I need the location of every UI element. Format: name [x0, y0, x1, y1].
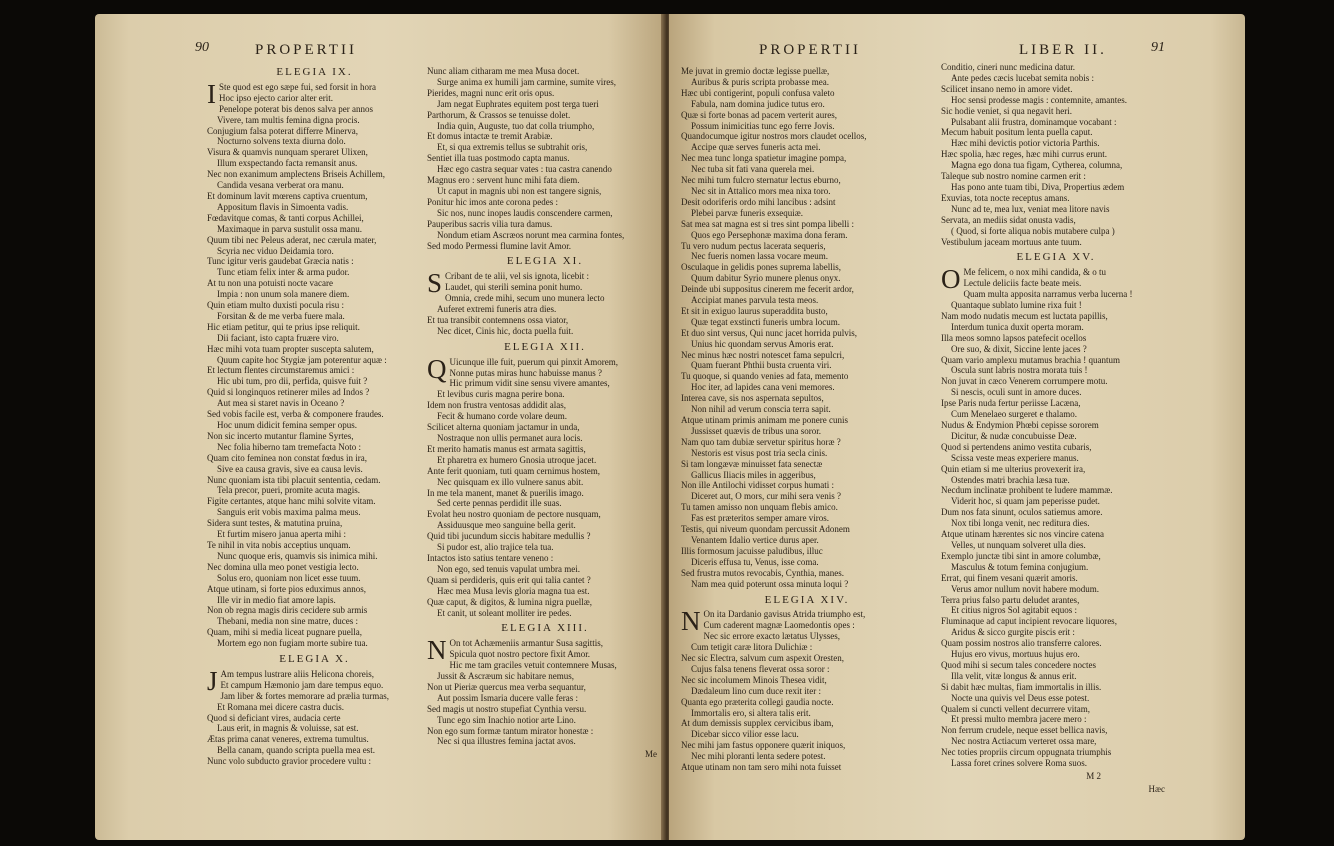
- verse-line: Tela precor, pueri, promite acuta magis.: [217, 485, 360, 496]
- verse-line: Laudet, qui sterili semina ponit humo.: [445, 282, 583, 293]
- verse-line: Diceret aut, O mors, cur mihi sera venis ?: [691, 491, 841, 502]
- verse-line: Nunc aliam citharam me mea Musa docet.: [427, 66, 580, 76]
- right-column-2: [941, 62, 1171, 795]
- verse-line: Nocte una quivis vel Deus esse potest.: [951, 692, 1090, 703]
- verse-lines: [207, 78, 422, 649]
- elegy-body: [427, 353, 663, 619]
- verse-line: On ita Dardanio gavisus Atrida triumpho est,: [703, 609, 866, 620]
- verse-line: Hic etiam petitur, qui te prius ipse reliquit.: [207, 321, 360, 332]
- elegy-title: ELEGIA IX.: [276, 66, 353, 78]
- verse-line: Quin etiam si me ulterius provexerit ira,: [941, 463, 1086, 474]
- elegy-title: ELEGIA X.: [279, 653, 350, 666]
- running-head-right: LIBER II.: [1019, 42, 1107, 58]
- verse-line: Penelope poterat bis denos salva per annos: [219, 103, 373, 114]
- verse-line: Masculus & totum femina conjugium.: [951, 561, 1089, 572]
- page-number: 91: [1151, 40, 1165, 55]
- verse-line: Errat, qui finem vesani quærit amoris.: [941, 572, 1078, 583]
- verse-line: Parthorum, & Crassos se tenuisse dolet.: [427, 109, 571, 120]
- verse-line: Quæ tegat exstincti funeris umbra locum.: [691, 316, 840, 327]
- verse-line: Quam vario amplexu mutamus brachia ! quantum: [941, 354, 1120, 365]
- verse-line: Quam cito feminea non constat fœdus in ira,: [207, 452, 367, 463]
- verse-line: Et pharetra ex humero Gnosia utroque jacet.: [437, 454, 597, 465]
- verse-line: Hoc unum didicit femina semper opus.: [217, 420, 357, 430]
- verse-line: Quod si pertendens animo vestita cubaris,: [941, 441, 1092, 452]
- verse-line: Conditio, cineri nunc medicina datur.: [941, 62, 1075, 72]
- verse-line: In me tela manent, manet & puerilis imago.: [427, 487, 584, 498]
- verse-line: Cum caderent magnæ Laomedontis opes :: [703, 620, 855, 631]
- catchword: Me: [645, 749, 657, 760]
- verse-line: Quid tibi jucundum siccis habitare medullis ?: [427, 531, 591, 542]
- verse-line: Sic hodie veniet, si qua negavit heri.: [941, 105, 1072, 116]
- verse-line: Scilicet insano nemo in amore videt.: [941, 83, 1073, 94]
- verse-line: Visura & quamvis nunquam speraret Ulixen,: [207, 147, 368, 158]
- verse-line: Hæc ubi contigerint, populi confusa valeto: [681, 87, 835, 98]
- verse-line: Lassa foret crines solvere Roma suos.: [951, 758, 1087, 769]
- verse-line: Ante pedes cæcis lucebat semita nobis :: [951, 72, 1094, 83]
- verse-line: Nec non exanimum amplectens Briseis Achillem,: [207, 169, 385, 180]
- verse-line: Non nihil ad verum conscia terra sapit.: [691, 404, 831, 415]
- catchword: Hæc: [1148, 783, 1165, 794]
- verse-line: Hoc sensi prodesse magis : contemnite, amantes.: [951, 94, 1127, 105]
- verse-line: Tunc etiam felix inter & arma pudor.: [217, 267, 350, 278]
- verse-line: Si nescis, oculi sunt in amore duces.: [951, 387, 1082, 398]
- verse-line: Non sic incerto mutantur flamine Syrtes,: [207, 430, 354, 441]
- verse-line: Et lectum flentes circumstaremus amici :: [207, 365, 355, 376]
- verse-line: Quæ caput, & digitos, & lumina nigra puellæ,: [427, 596, 592, 607]
- verse-line: Accipe quæ serves funeris acta mei.: [691, 142, 821, 153]
- verse-line: Forsitan & de me verba fuere mala.: [217, 310, 345, 321]
- verse-line: Hujus ero vivus, mortuus hujus ero.: [951, 649, 1080, 660]
- verse-line: Oscula sunt labris nostra morata tuis !: [951, 365, 1088, 376]
- verse-line: Hoc ipso ejecto carior alter erit.: [219, 92, 333, 103]
- running-head-left: PROPERTII: [759, 42, 861, 58]
- verse-line: Nestoris est visus post tria secla cinis.: [691, 447, 828, 458]
- verse-line: Pauperibus sacris vilia tura damus.: [427, 218, 553, 229]
- verse-line: Vestibulum jaceam mortuus ante tuum.: [941, 236, 1082, 247]
- verse-line: Et levibus curis magna perire bona.: [437, 389, 565, 400]
- verse-line: Si dabit hæc multas, fiam immortalis in illis.: [941, 681, 1102, 692]
- verse-line: Nec sit in Attalico mors mea nixa toro.: [691, 185, 831, 196]
- verse-line: Atque utinam primis animam me ponere cunis: [681, 415, 848, 425]
- verse-line: Sentiet illa tuas postmodo capta manus.: [427, 153, 570, 164]
- verse-line: ( Quod, si forte aliqua nobis mutabere culpa ): [951, 225, 1115, 236]
- verse-line: Tu vero nudum pectus lacerata sequeris,: [681, 240, 826, 251]
- verse-line: Ponitur hic imos ante corona pedes :: [427, 196, 558, 207]
- elegy-title: ELEGIA XV.: [1016, 251, 1096, 264]
- verse-line: Et, si qua extremis tellus se subtrahit oris,: [437, 142, 588, 153]
- verse-line: Quum dabitur Syrio munere plenus onyx.: [691, 273, 841, 284]
- verse-line: Nonne putas miras hunc habuisse manus ?: [449, 367, 602, 378]
- verse-line: Scissa veste meas experiere manus.: [951, 452, 1079, 463]
- verse-line: Nondum etiam Ascræos norunt mea carmina fontes,: [437, 229, 625, 240]
- verse-line: Vivere, tam multis femina digna procis.: [217, 114, 360, 125]
- elegy-body: [681, 606, 933, 773]
- verse-line: Terra prius falso partu deludet arantes,: [941, 594, 1080, 605]
- verse-line: Nec mihi jam fastus opponere quærit iniquos,: [681, 740, 846, 751]
- verse-lines: [941, 264, 1171, 769]
- verse-line: Hoc iter, ad lapides cana veni memores.: [691, 382, 835, 393]
- verse-line: Nec dicet, Cinis hic, docta puella fuit.: [437, 325, 574, 336]
- verse-line: Pulsabant alii frustra, dominamque vocabant :: [951, 116, 1117, 127]
- verse-line: Dædaleum lino cum duce rexit iter :: [691, 685, 821, 696]
- verse-line: Et Romana mei dicere castra ducis.: [217, 701, 344, 712]
- verse-line: Auribus & puris scripta probasse mea.: [691, 76, 829, 87]
- verse-line: Nunc ad te, mea lux, veniat mea litore navis: [951, 203, 1110, 214]
- drop-cap: N: [427, 635, 447, 666]
- verse-line: Ostendes matri brachia læsa tuæ.: [951, 474, 1070, 485]
- verse-line: Et citius nigros Sol agitabit equos :: [951, 605, 1077, 616]
- verse-line: Magnus ero : servent hunc mihi fata diem.: [427, 175, 580, 186]
- verse-line: Non ego sum formæ tantum mirator honestæ :: [427, 725, 594, 736]
- verse-line: Hic primum vidit sine sensu vivere amantes,: [449, 378, 610, 389]
- left-page: [95, 14, 665, 840]
- verse-line: Fluminaque ad caput incipient revocare liquores,: [941, 616, 1117, 627]
- verse-line: Nec domina ulla meo ponet vestigia lecto.: [207, 561, 359, 572]
- verse-line: Nostraque non ullis permanet aura locis.: [437, 433, 583, 443]
- elegy-title: ELEGIA XI.: [506, 255, 584, 268]
- verse-line: Nudus & Endymion Phœbi cepisse sororem: [941, 420, 1099, 430]
- verse-line: Immortalis ero, si altera talis erit.: [691, 707, 811, 718]
- verse-line: Quam multa apposita narramus verba lucerna !: [963, 289, 1133, 300]
- verse-line: Nec si qua illustres femina jactat avos.: [437, 736, 576, 747]
- verse-line: Nunc quoque eris, quamvis sis inimica mihi.: [217, 550, 378, 561]
- verse-line: Jussisset quævis de tribus una soror.: [691, 425, 822, 436]
- verse-line: Sat mea sat magna est si tres sint pompa libelli :: [681, 218, 854, 229]
- verse-line: Maximaque in parva sustulit ossa manu.: [217, 223, 362, 234]
- elegy-title: ELEGIA XIII.: [501, 622, 589, 635]
- verse-line: Exemplo junctæ tibi sint in amore columbæ,: [941, 550, 1101, 561]
- verse-line: Quos ego Persephonæ maxima dona feram.: [691, 229, 848, 240]
- verse-line: Viderit hoc, si quam jam peperisse pudet.: [951, 496, 1100, 507]
- drop-cap: Q: [427, 353, 447, 384]
- verse-line: Quanta ego præterita collegi gaudia nocte.: [681, 696, 834, 707]
- verse-line: Non ferrum crudele, neque esset bellica navis,: [941, 725, 1108, 736]
- verse-line: Exuvias, tota nocte receptus amans.: [941, 192, 1070, 203]
- verse-line: Aridus & sicco gurgite piscis erit :: [951, 627, 1075, 638]
- verse-line: Magna ego dona tua figam, Cytherea, columna,: [951, 160, 1123, 171]
- page-number: 90: [195, 40, 209, 55]
- verse-line: Bella canam, quando scripta puella mea est.: [217, 745, 375, 756]
- verse-line: Quandocumque igitur nostros mors claudet ocellos,: [681, 131, 867, 142]
- verse-line: Ore suo, & dixit, Siccine lente jaces ?: [951, 343, 1087, 354]
- elegy-body: [207, 665, 422, 767]
- verse-line: Quæ si forte bonas ad pacem verterit aures,: [681, 109, 837, 120]
- verse-line: Tu quoque, si quando venies ad fata, memento: [681, 371, 849, 382]
- elegy-body: [207, 78, 422, 649]
- verse-line: Et dominum lavit mœrens captiva cruentum,: [207, 190, 368, 201]
- verse-line: Velles, ut nunquam solveret ulla dies.: [951, 539, 1086, 550]
- verse-line: At dum demissis supplex cervicibus ibam,: [681, 718, 834, 729]
- verse-line: Aut possim Ismaria ducere valle feras :: [437, 692, 578, 703]
- verse-line: Cujus falsa tenens fleverat ossa soror :: [691, 663, 830, 674]
- verse-line: Quantaque sublato lumine rixa fuit !: [951, 300, 1082, 311]
- verse-line: Sed frustra mutos revocabis, Cynthia, manes.: [681, 567, 844, 578]
- drop-cap: I: [207, 78, 216, 109]
- verse-lines: [941, 62, 1171, 247]
- verse-lines: [681, 606, 933, 773]
- verse-line: Sed magis ut nostro stupefiat Cynthia versu.: [427, 703, 587, 714]
- verse-line: Quum tibi nec Peleus aderat, nec cærula mater,: [207, 234, 377, 245]
- verse-line: Mortem ego non fugiam morte subire tua.: [217, 638, 368, 649]
- verse-line: Quam fuerant Phthii busta cruenta viri.: [691, 360, 832, 371]
- verse-line: Cum tetigit caræ litora Dulichiæ :: [691, 642, 813, 653]
- verse-line: Illum exspectando facta remansit anus.: [217, 158, 358, 169]
- verse-line: Mecum habuit positum lenta puella caput.: [941, 127, 1093, 138]
- verse-line: Nec fueris nomen lassa vocare meum.: [691, 251, 828, 262]
- verse-line: Quam possim nostros alio transferre calores.: [941, 638, 1102, 649]
- verse-line: Quam, mihi si media liceat pugnare puella,: [207, 627, 362, 638]
- verse-line: Et canit, ut soleant molliter ire pedes.: [437, 607, 572, 618]
- verse-line: Nunc volo subducto gravior procedere vultu :: [207, 756, 371, 767]
- verse-line: Sed modo Permessi flumine lavit Amor.: [427, 240, 571, 251]
- verse-line: Sed vobis facile est, verba & componere fraudes.: [207, 409, 384, 420]
- verse-line: Auferet extremi funeris atra dies.: [437, 304, 557, 315]
- verse-line: Gallicus Iliacis miles in aggeribus,: [691, 469, 816, 480]
- verse-line: Has pono ante tuam tibi, Diva, Propertius ædem: [951, 181, 1125, 192]
- drop-cap: O: [941, 264, 961, 295]
- drop-cap: J: [207, 665, 218, 696]
- verse-lines: [427, 66, 663, 251]
- verse-line: Nec quisquam ex illo vulnere sanus abit.: [437, 476, 584, 487]
- verse-line: Non juvat in cæco Venerem corrumpere motu.: [941, 376, 1108, 387]
- verse-line: Jam negat Euphrates equitem post terga tueri: [437, 98, 599, 109]
- verse-lines: [427, 635, 663, 747]
- verse-line: Sive ea causa gravis, sive ea causa levis.: [217, 463, 363, 474]
- verse-line: Illa velit, vitæ longus & annus erit.: [951, 670, 1077, 681]
- verse-line: Nam quo tam dubiæ servetur spiritus horæ ?: [681, 436, 841, 447]
- verse-line: Ut caput in magnis ubi non est tangere signis,: [437, 185, 602, 196]
- drop-cap: N: [681, 606, 701, 637]
- verse-line: Verus amor nullum novit habere modum.: [951, 583, 1099, 594]
- verse-line: Non ille Antilochi vidisset corpus humati :: [681, 480, 834, 491]
- verse-line: Nec sic Electra, salvum cum aspexit Oresten,: [681, 653, 844, 664]
- verse-line: Ætas prima canat veneres, extrema tumultus.: [207, 734, 369, 745]
- verse-line: Figite certantes, atque hanc mihi solvite vitam.: [207, 496, 376, 507]
- verse-line: Ipse Paris nuda fertur periisse Lacæna,: [941, 398, 1081, 409]
- verse-line: Am tempus lustrare aliis Helicona choreis,: [220, 668, 374, 679]
- verse-line: Jussit & Ascræum sic habitare nemus,: [437, 671, 574, 682]
- verse-line: Nec toties propriis circum oppugnata triumphis: [941, 747, 1112, 758]
- verse-line: Venantem Idalio vertice durus aper.: [691, 534, 819, 545]
- verse-line: Quin etiam multo duxisti pocula risu :: [207, 300, 344, 311]
- drop-cap: S: [427, 268, 443, 299]
- left-column-2: [427, 66, 663, 760]
- verse-line: Nam mea quid poterunt ossa minuta loqui ?: [691, 578, 849, 589]
- verse-line: Osculaque in gelidis pones suprema labellis,: [681, 262, 841, 273]
- verse-line: Me felicem, o nox mihi candida, & o tu: [963, 267, 1106, 278]
- verse-line: Et domus intactæ te tremit Arabiæ.: [427, 131, 553, 142]
- verse-line: Aut mea si staret navis in Oceano ?: [217, 398, 345, 409]
- verse-line: Surge anima ex humili jam carmine, sumite vires,: [437, 76, 617, 87]
- verse-line: Atque utinam, si forte pios eduximus annos,: [207, 583, 366, 594]
- verse-line: Et pressi multo membra jacere mero :: [951, 714, 1087, 725]
- verse-line: Ante ferit quoniam, tuti quam cernimus hostem,: [427, 465, 600, 476]
- verse-line: Illis formosum jacuisse paludibus, illuc: [681, 545, 823, 556]
- verse-line: Scyria nec viduo Deidamia toro.: [217, 245, 334, 256]
- verse-line: Nec mea tunc longa spatietur imagine pompa,: [681, 153, 847, 164]
- verse-line: Nunc quoniam ista tibi placuit sententia, cedam.: [207, 474, 381, 485]
- verse-line: Atque utinam hærentes sic nos vincire catena: [941, 529, 1104, 540]
- verse-line: Dum nos fata sinunt, oculos satiemus amore.: [941, 507, 1103, 518]
- verse-line: Fas est præteritos semper amare viros.: [691, 513, 829, 524]
- verse-line: Deinde ubi suppositus cinerem me fecerit ardor,: [681, 284, 854, 295]
- verse-line: Uicunque ille fuit, puerum qui pinxit Amorem,: [449, 356, 618, 367]
- verse-line: Atque utinam non tam sero mihi nota fuisset: [681, 762, 842, 773]
- verse-line: Candida vesana verberat ora manu.: [217, 180, 344, 191]
- right-column-1: [681, 66, 933, 773]
- verse-line: Desit odoriferis ordo mihi lancibus : adsint: [681, 196, 836, 207]
- verse-line: Laus erit, in magnis & voluisse, sat est.: [217, 723, 359, 734]
- verse-line: Taleque sub nostro nomine carmen erit :: [941, 171, 1086, 182]
- verse-line: Thebani, media non sine matre, duces :: [217, 616, 358, 627]
- verse-line: Conjugium falsa poterat differre Minerva,: [207, 125, 359, 136]
- verse-line: Pierides, magni nunc erit oris opus.: [427, 87, 555, 98]
- verse-line: Nocturno solvens texta diurna dolo.: [217, 136, 346, 147]
- verse-line: Idem non frustra ventosas addidit alas,: [427, 400, 566, 411]
- verse-line: Qualem si cuncti vellent decurrere vitam,: [941, 703, 1090, 714]
- verse-line: Et tua transibit contemnens ossa viator,: [427, 314, 569, 325]
- verse-line: Cum Menelaeo surgeret e thalamo.: [951, 409, 1078, 420]
- verse-lines: [427, 268, 663, 336]
- verse-line: Sanguis erit vobis maxima palma meus.: [217, 507, 361, 518]
- verse-line: Hæc mihi devictis potior victoria Parthis.: [951, 138, 1100, 149]
- verse-line: Cribant de te alii, vel sis ignota, licebit :: [445, 271, 590, 282]
- verse-lines: [681, 66, 933, 590]
- verse-line: Assiduusque meo sanguine bella gerit.: [437, 520, 576, 531]
- verse-line: Non ob regna magis diris cecidere sub armis: [207, 605, 368, 616]
- verse-line: Hæc mihi vota tuam propter suscepta salutem,: [207, 343, 374, 354]
- verse-line: Et merito hamatis manus est armata sagittis,: [427, 443, 586, 454]
- verse-line: Omnia, crede mihi, secum uno munera lecto: [445, 293, 605, 304]
- verse-line: Hic me tam graciles vetuit contemnere Musas,: [449, 660, 617, 671]
- verse-line: Dicitur, & nudæ concubuisse Deæ.: [951, 430, 1077, 441]
- open-book: [95, 14, 1245, 840]
- verse-line: Si tam longævæ minuisset fata senectæ: [681, 458, 823, 469]
- verse-line: Lectule deliciis facte beate meis.: [963, 278, 1082, 289]
- verse-line: Nec mihi ploranti lenta sedere potest.: [691, 751, 826, 762]
- verse-line: Sic nos, nunc inopes laudis conscendere carmen,: [437, 207, 613, 218]
- verse-line: Diceris effusa tu, Venus, isse coma.: [691, 556, 819, 567]
- verse-line: Evolat heu nostro quoniam de pectore nusquam,: [427, 509, 601, 520]
- verse-line: Quid si longinquos retinerer miles ad Indos ?: [207, 387, 370, 398]
- verse-line: Ste quod est ego sæpe fui, sed forsit in hora: [219, 81, 376, 92]
- verse-line: Scilicet alterna quoniam jactamur in unda,: [427, 422, 580, 433]
- verse-line: Tu tamen amisso non unquam flebis amico.: [681, 502, 838, 513]
- verse-line: Quum capite hoc Stygiæ jam poterentur aquæ :: [217, 354, 387, 365]
- signature-mark: M 2: [1086, 771, 1101, 781]
- verse-line: Nec folia hiberno tam tremefacta Noto :: [217, 441, 361, 452]
- verse-line: Nam modo nudatis mecum est luctata papillis,: [941, 310, 1108, 321]
- verse-lines: [207, 665, 422, 767]
- running-head: PROPERTII: [255, 42, 357, 58]
- verse-line: Impia : non unum sola manere diem.: [217, 289, 350, 300]
- verse-line: Hæc mea Musa levis gloria magna tua est.: [437, 585, 590, 596]
- verse-line: Si pudor est, alio trajice tela tua.: [437, 542, 554, 553]
- verse-line: Nec minus hæc nostri notescet fama sepulcri,: [681, 349, 845, 360]
- elegy-body: [427, 268, 663, 336]
- verse-line: Testis, qui niveum quondam percussit Adonem: [681, 524, 850, 535]
- verse-line: Hæc spolia, hæc reges, hæc mihi currus erunt.: [941, 149, 1107, 160]
- verse-line: Et duo sint versus, Qui nunc jacet horrida pulvis,: [681, 327, 857, 338]
- verse-line: Illa meos somno lapsos patefecit ocellos: [941, 332, 1087, 343]
- elegy-title: ELEGIA XII.: [504, 340, 586, 353]
- verse-line: Non ego, sed tenuis vapulat umbra mei.: [437, 563, 580, 574]
- verse-line: Me juvat in gremio doctæ legisse puellæ,: [681, 66, 830, 76]
- verse-line: Hæc ego castra sequar vates : tua castra canendo: [437, 164, 612, 175]
- verse-line: Appositum flavis in Simoenta vadis.: [217, 201, 349, 212]
- left-column-1: [207, 62, 422, 767]
- verse-line: Intactos isto satius tentare veneno :: [427, 552, 554, 563]
- verse-line: India quin, Auguste, tuo dat colla triumpho,: [437, 120, 595, 131]
- verse-line: Plebei parvæ funeris exsequiæ.: [691, 207, 803, 218]
- verse-line: Fecit & humano corde volare deum.: [437, 411, 567, 422]
- verse-line: Tunc ego sim Inachio notior arte Lino.: [437, 714, 576, 725]
- verse-line: Possum inimicitias tunc ego ferre Jovis.: [691, 120, 835, 131]
- verse-line: Sidera sunt testes, & matutina pruina,: [207, 518, 343, 529]
- verse-line: Et campum Hæmonio jam dare tempus equo.: [220, 679, 384, 690]
- verse-line: Dicebar sicco vilior esse lacu.: [691, 729, 799, 740]
- verse-line: Quod mihi si secum tales concedere noctes: [941, 659, 1096, 670]
- verse-line: Non ut Pieriæ quercus mea verba sequantur,: [427, 681, 586, 692]
- verse-line: Te nihil in vita nobis acceptius unquam.: [207, 539, 351, 550]
- verse-line: Fabula, nam domina judice tutus ero.: [691, 98, 825, 109]
- verse-line: Ille vir in medio fiat amore lapis.: [217, 594, 336, 605]
- verse-line: Et sit in exiguo laurus superaddita busto,: [681, 305, 828, 316]
- verse-line: Nec sic incolumem Minois Thesea vidit,: [681, 674, 827, 685]
- verse-line: Jam liber & fortes memorare ad prælia turmas,: [220, 690, 389, 701]
- verse-line: Et furtim misero janua aperta mihi :: [217, 529, 346, 540]
- elegy-body: [941, 264, 1171, 769]
- verse-line: Nec sic errore exacto lætatus Ulysses,: [703, 631, 840, 642]
- verse-line: Interdum tunica duxit operta moram.: [951, 321, 1084, 332]
- verse-line: On tot Achæmeniis armantur Susa sagittis,: [449, 638, 603, 649]
- verse-line: Nec mihi tum fulcro sternatur lectus eburno,: [681, 175, 841, 186]
- verse-line: Nox tibi longa venit, nec reditura dies.: [951, 518, 1090, 529]
- elegy-title: ELEGIA XIV.: [764, 593, 850, 606]
- verse-line: Dii faciant, isto capta fruære viro.: [217, 332, 339, 343]
- verse-line: Hic ubi tum, pro dii, perfida, quisve fuit ?: [217, 376, 368, 387]
- verse-line: Servata, an mediis sidat onusta vadis,: [941, 214, 1076, 225]
- verse-line: Spicula quot nostro pectore fixit Amor.: [449, 649, 590, 660]
- verse-line: Fœdavitque comas, & tanti corpus Achillei,: [207, 212, 364, 223]
- verse-line: Nec nostra Actiacum verteret ossa mare,: [951, 736, 1097, 747]
- verse-lines: [427, 353, 663, 619]
- verse-line: Quam si perdideris, quis erit qui talia cantet ?: [427, 574, 591, 585]
- right-page: [669, 14, 1245, 840]
- verse-line: Quod si deficiant vires, audacia certe: [207, 712, 341, 723]
- elegy-body: [427, 635, 663, 747]
- verse-line: Unius hic quondam servus Amoris erat.: [691, 338, 834, 349]
- verse-line: Necdum inclinatæ prohibent te ludere mammæ.: [941, 485, 1113, 496]
- verse-line: Accipiat manes parvula testa meos.: [691, 295, 819, 306]
- verse-line: Sed certe pennas perdidit ille suas.: [437, 498, 562, 509]
- verse-line: At tu non una potuisti nocte vacare: [207, 278, 333, 289]
- verse-line: Tunc igitur veris gaudebat Græcia natis :: [207, 256, 354, 267]
- verse-line: Nec tuba sit fati vana querela mei.: [691, 164, 815, 175]
- verse-line: Interea cave, sis nos aspernata sepultos,: [681, 393, 824, 404]
- verse-line: Solus ero, quoniam non licet esse tuum.: [217, 572, 361, 583]
